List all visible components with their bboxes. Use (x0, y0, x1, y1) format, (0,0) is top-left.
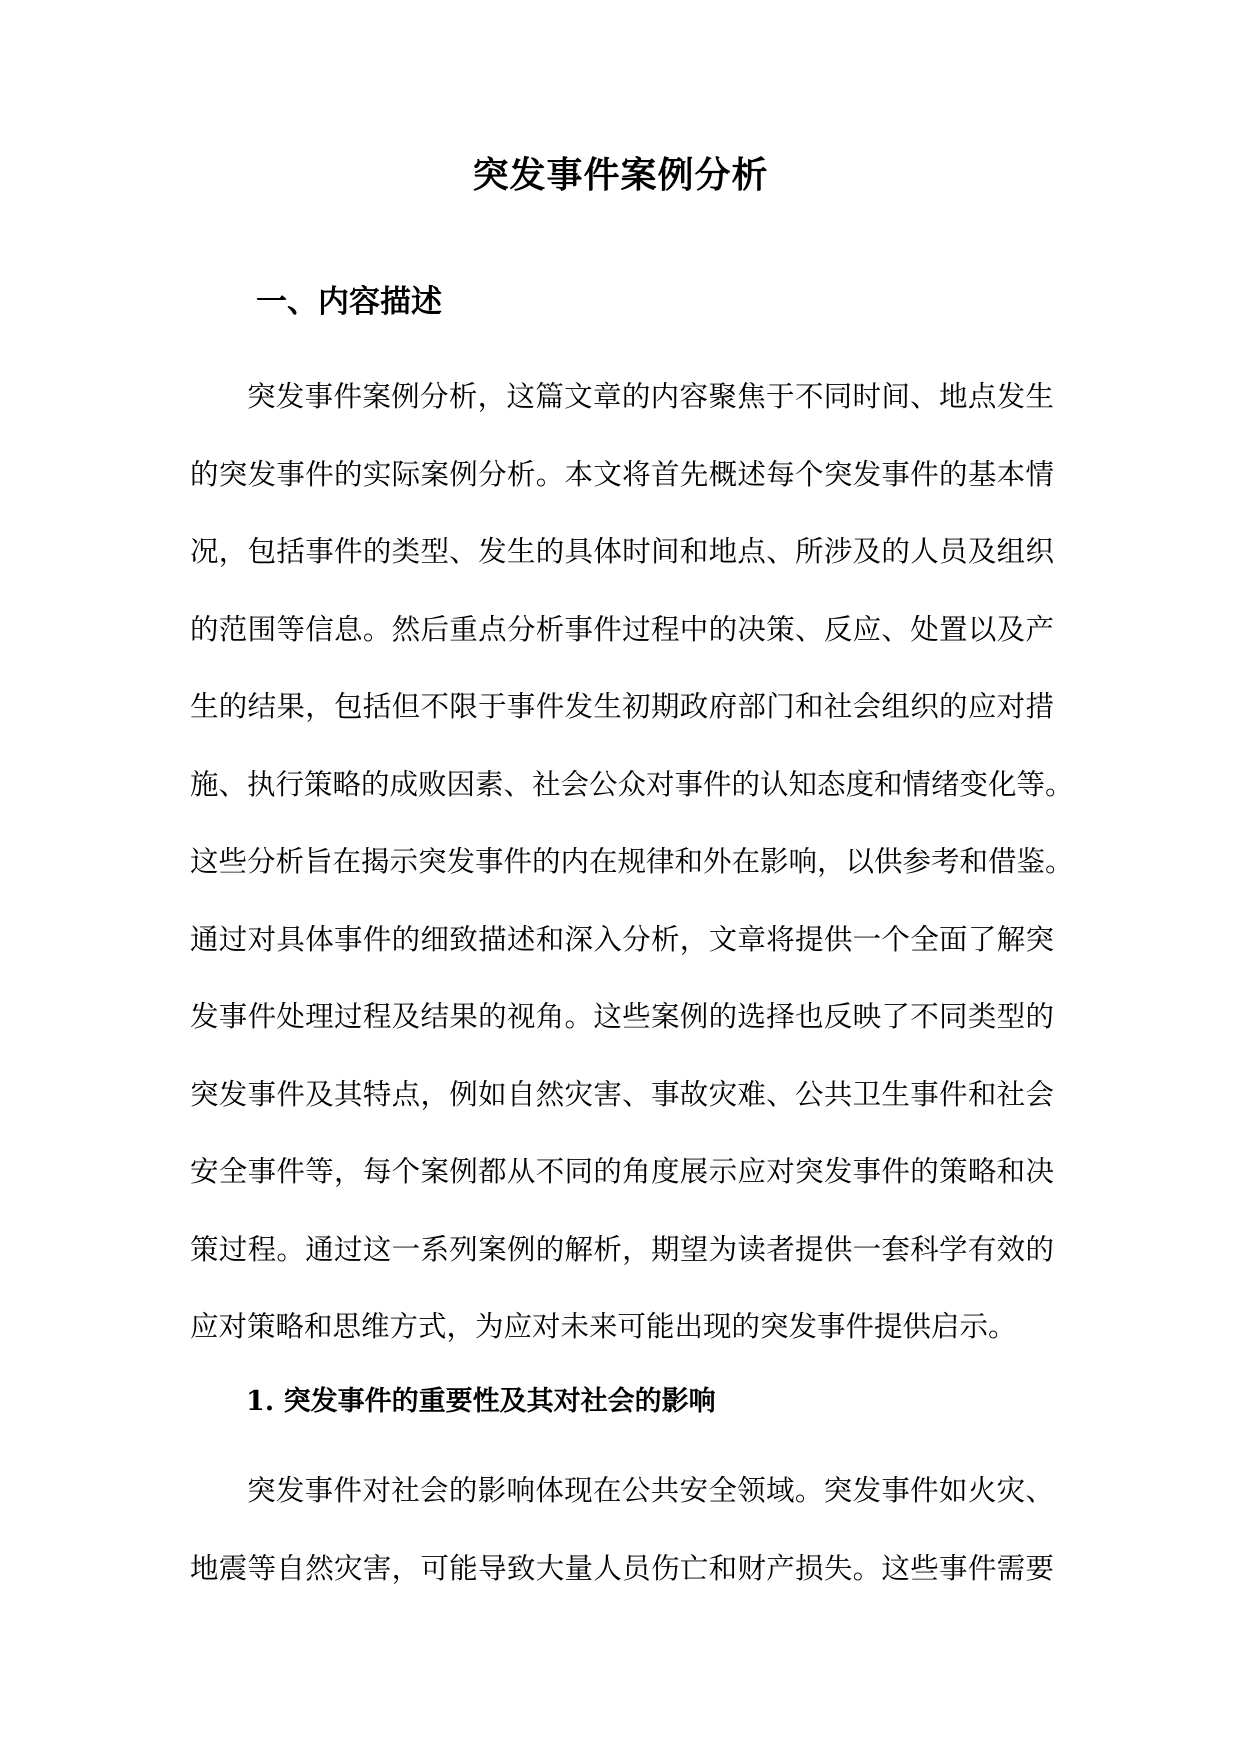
section-paragraph (190, 358, 1074, 1366)
paragraph-line: 突发事件及其特点，例如自然灾害、事故灾难、公共卫生事件和社会 (190, 1077, 1054, 1111)
section-heading: 一、内容描述 (256, 284, 442, 320)
paragraph-line: 况，包括事件的类型、发生的具体时间和地点、所涉及的人员及组织 (190, 535, 1054, 568)
paragraph-line: 通过对具体事件的细致描述和深入分析，文章将提供一个全面了解突 (190, 922, 1054, 956)
paragraph-line: 应对策略和思维方式，为应对未来可能出现的突发事件提供启示。 (190, 1310, 1017, 1343)
paragraph-line: 生的结果，包括但不限于事件发生初期政府部门和社会组织的应对措 (190, 690, 1054, 723)
paragraph-line: 策过程。通过这一系列案例的解析，期望为读者提供一套科学有效的 (190, 1232, 1054, 1266)
paragraph-line: 地震等自然灾害，可能导致大量人员伤亡和财产损失。这些事件需要 (190, 1551, 1054, 1585)
document-title: 突发事件案例分析 (472, 154, 769, 196)
paragraph-line: 的范围等信息。然后重点分析事件过程中的决策、反应、处置以及产 (190, 612, 1054, 646)
subsection-paragraph (190, 1452, 1054, 1607)
paragraph-line: 突发事件对社会的影响体现在公共安全领域。突发事件如火灾、 (247, 1474, 1054, 1507)
paragraph-line: 这些分析旨在揭示突发事件的内在规律和外在影响，以供参考和借鉴。 (190, 845, 1074, 878)
paragraph-line: 发事件处理过程及结果的视角。这些案例的选择也反映了不同类型的 (190, 1000, 1054, 1033)
subsection-heading: 1. 突发事件的重要性及其对社会的影响 (246, 1386, 716, 1417)
paragraph-line: 施、执行策略的成败因素、社会公众对事件的认知态度和情绪变化等。 (190, 767, 1074, 801)
paragraph-line: 的突发事件的实际案例分析。本文将首先概述每个突发事件的基本情 (190, 457, 1054, 491)
paragraph-line: 突发事件案例分析，这篇文章的内容聚焦于不同时间、地点发生 (247, 380, 1054, 413)
paragraph-line: 安全事件等，每个案例都从不同的角度展示应对突发事件的策略和决 (190, 1155, 1054, 1188)
